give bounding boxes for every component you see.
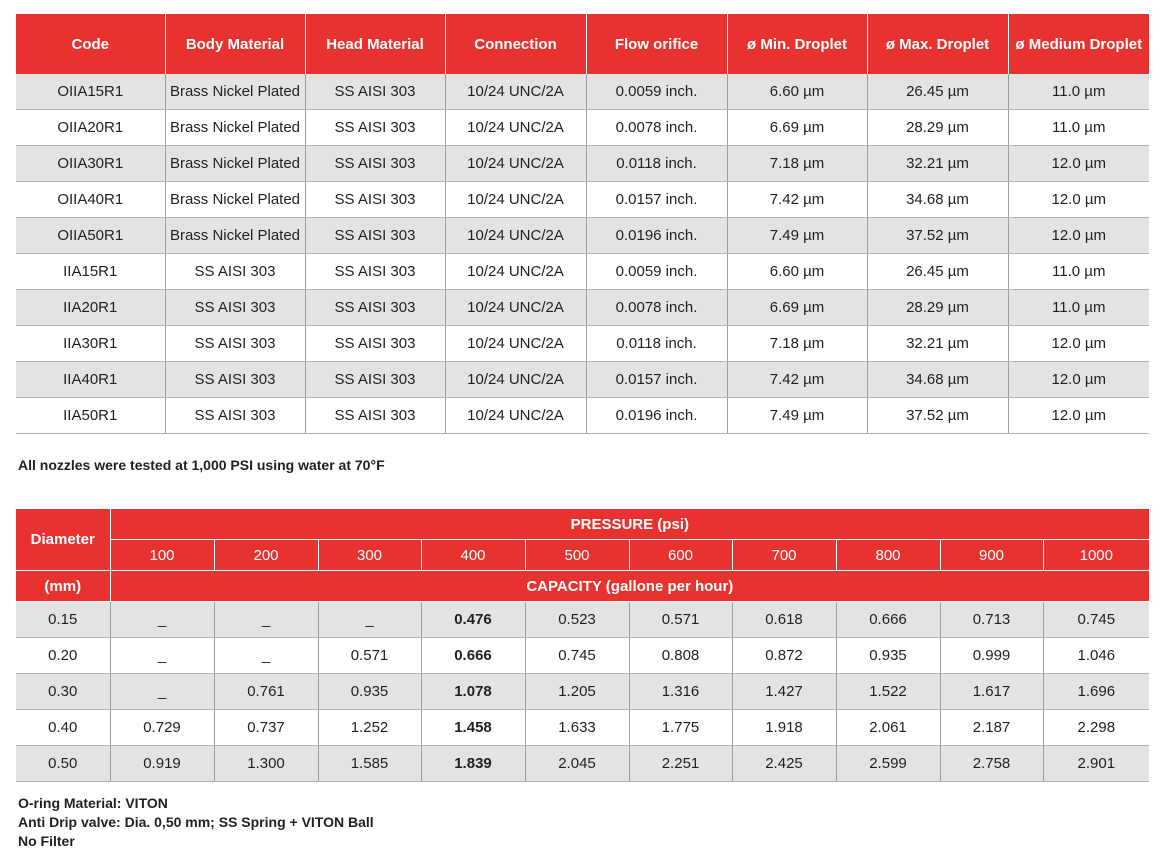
- cell-capacity: 0.618: [732, 602, 836, 638]
- cell-capacity: 1.696: [1043, 674, 1149, 710]
- table-row: [16, 182, 1149, 218]
- cell-flow-orifice: 0.0196 inch.: [586, 218, 727, 254]
- cell-medium-droplet: 12.0 µm: [1008, 398, 1149, 434]
- cell-diameter: 0.30: [16, 674, 110, 710]
- cell-capacity: 0.761: [214, 674, 318, 710]
- cell-capacity: 0.935: [318, 674, 421, 710]
- cell-medium-droplet: 11.0 µm: [1008, 254, 1149, 290]
- nozzle-specs-table: [16, 14, 1149, 434]
- pressure-800: 800: [836, 540, 940, 571]
- cell-body-material: SS AISI 303: [165, 398, 305, 434]
- cell-head-material: SS AISI 303: [305, 74, 445, 110]
- pressure-label-row: [16, 509, 1149, 540]
- header-flow-orifice: Flow orifice: [586, 14, 727, 74]
- table-row: [16, 254, 1149, 290]
- header-connection: Connection: [445, 14, 586, 74]
- table-row: [16, 362, 1149, 398]
- cell-medium-droplet: 12.0 µm: [1008, 326, 1149, 362]
- table-row: [16, 218, 1149, 254]
- cell-body-material: SS AISI 303: [165, 362, 305, 398]
- cell-flow-orifice: 0.0196 inch.: [586, 398, 727, 434]
- cell-head-material: SS AISI 303: [305, 218, 445, 254]
- pressure-1000: 1000: [1043, 540, 1149, 571]
- cell-capacity: 0.919: [110, 746, 214, 782]
- cell-connection: 10/24 UNC/2A: [445, 218, 586, 254]
- cell-capacity: 2.901: [1043, 746, 1149, 782]
- cell-capacity: 0.666: [421, 638, 525, 674]
- cell-capacity: _: [214, 638, 318, 674]
- table-row: [16, 110, 1149, 146]
- cell-body-material: Brass Nickel Plated: [165, 182, 305, 218]
- cell-connection: 10/24 UNC/2A: [445, 74, 586, 110]
- cell-head-material: SS AISI 303: [305, 398, 445, 434]
- capacity-label-row: [16, 571, 1149, 602]
- cell-max-droplet: 34.68 µm: [867, 182, 1008, 218]
- cell-connection: 10/24 UNC/2A: [445, 290, 586, 326]
- cell-medium-droplet: 11.0 µm: [1008, 110, 1149, 146]
- cell-capacity: 1.300: [214, 746, 318, 782]
- cell-capacity: 1.633: [525, 710, 629, 746]
- pressure-500: 500: [525, 540, 629, 571]
- cell-min-droplet: 6.60 µm: [727, 74, 867, 110]
- cell-code: IIA30R1: [16, 326, 165, 362]
- cell-capacity: 0.571: [629, 602, 732, 638]
- cell-capacity: 1.617: [940, 674, 1043, 710]
- cell-capacity: 0.571: [318, 638, 421, 674]
- cell-capacity: 0.523: [525, 602, 629, 638]
- cell-min-droplet: 7.18 µm: [727, 146, 867, 182]
- cell-flow-orifice: 0.0118 inch.: [586, 326, 727, 362]
- cell-capacity: 0.745: [1043, 602, 1149, 638]
- table-row: [16, 74, 1149, 110]
- cell-head-material: SS AISI 303: [305, 362, 445, 398]
- pressure-header: PRESSURE (psi): [110, 509, 1149, 540]
- cell-capacity: 1.046: [1043, 638, 1149, 674]
- cell-max-droplet: 32.21 µm: [867, 146, 1008, 182]
- filter-note: No Filter: [18, 833, 75, 849]
- cell-min-droplet: 6.69 µm: [727, 290, 867, 326]
- cell-min-droplet: 6.69 µm: [727, 110, 867, 146]
- cell-capacity: 2.425: [732, 746, 836, 782]
- unit-header: (mm): [16, 571, 110, 602]
- header-medium-droplet: ø Medium Droplet: [1008, 14, 1149, 74]
- cell-capacity: 1.839: [421, 746, 525, 782]
- cell-body-material: Brass Nickel Plated: [165, 110, 305, 146]
- cell-capacity: _: [110, 638, 214, 674]
- cell-body-material: Brass Nickel Plated: [165, 146, 305, 182]
- cell-capacity: 2.599: [836, 746, 940, 782]
- cell-head-material: SS AISI 303: [305, 326, 445, 362]
- cell-body-material: SS AISI 303: [165, 254, 305, 290]
- cell-capacity: 0.872: [732, 638, 836, 674]
- header-code: Code: [16, 14, 165, 74]
- cell-min-droplet: 7.18 µm: [727, 326, 867, 362]
- cell-capacity: 1.918: [732, 710, 836, 746]
- table-row: [16, 146, 1149, 182]
- cell-capacity: 2.758: [940, 746, 1043, 782]
- cell-capacity: 1.316: [629, 674, 732, 710]
- cell-capacity: 2.187: [940, 710, 1043, 746]
- table-row: [16, 398, 1149, 434]
- cell-medium-droplet: 12.0 µm: [1008, 146, 1149, 182]
- cell-capacity: 2.061: [836, 710, 940, 746]
- cell-capacity: 0.713: [940, 602, 1043, 638]
- cell-capacity: 1.205: [525, 674, 629, 710]
- cell-code: OIIA20R1: [16, 110, 165, 146]
- cell-capacity: 1.078: [421, 674, 525, 710]
- cell-body-material: SS AISI 303: [165, 326, 305, 362]
- cell-capacity: 1.427: [732, 674, 836, 710]
- cell-connection: 10/24 UNC/2A: [445, 110, 586, 146]
- capacity-table: [16, 509, 1149, 782]
- header-head-material: Head Material: [305, 14, 445, 74]
- cell-connection: 10/24 UNC/2A: [445, 398, 586, 434]
- cell-code: IIA15R1: [16, 254, 165, 290]
- cell-min-droplet: 7.42 µm: [727, 182, 867, 218]
- diameter-header: Diameter: [16, 509, 110, 571]
- pressure-400: 400: [421, 540, 525, 571]
- cell-medium-droplet: 12.0 µm: [1008, 182, 1149, 218]
- cell-capacity: 0.935: [836, 638, 940, 674]
- cell-body-material: Brass Nickel Plated: [165, 218, 305, 254]
- pressure-values-row: [16, 540, 1149, 571]
- capacity-header: CAPACITY (gallone per hour): [110, 571, 1149, 602]
- table-row: [16, 638, 1149, 674]
- pressure-700: 700: [732, 540, 836, 571]
- cell-flow-orifice: 0.0059 inch.: [586, 74, 727, 110]
- cell-code: IIA40R1: [16, 362, 165, 398]
- table-row: [16, 710, 1149, 746]
- cell-capacity: 0.729: [110, 710, 214, 746]
- cell-capacity: _: [318, 602, 421, 638]
- cell-diameter: 0.50: [16, 746, 110, 782]
- cell-connection: 10/24 UNC/2A: [445, 146, 586, 182]
- cell-max-droplet: 34.68 µm: [867, 362, 1008, 398]
- table-row: [16, 326, 1149, 362]
- header-max-droplet: ø Max. Droplet: [867, 14, 1008, 74]
- cell-capacity: 1.522: [836, 674, 940, 710]
- cell-capacity: 1.775: [629, 710, 732, 746]
- pressure-300: 300: [318, 540, 421, 571]
- cell-capacity: 0.999: [940, 638, 1043, 674]
- header-body-material: Body Material: [165, 14, 305, 74]
- cell-capacity: 0.745: [525, 638, 629, 674]
- cell-diameter: 0.40: [16, 710, 110, 746]
- pressure-900: 900: [940, 540, 1043, 571]
- pressure-100: 100: [110, 540, 214, 571]
- cell-flow-orifice: 0.0157 inch.: [586, 362, 727, 398]
- cell-flow-orifice: 0.0059 inch.: [586, 254, 727, 290]
- cell-medium-droplet: 12.0 µm: [1008, 218, 1149, 254]
- cell-connection: 10/24 UNC/2A: [445, 326, 586, 362]
- cell-head-material: SS AISI 303: [305, 146, 445, 182]
- cell-min-droplet: 6.60 µm: [727, 254, 867, 290]
- cell-flow-orifice: 0.0078 inch.: [586, 110, 727, 146]
- cell-max-droplet: 32.21 µm: [867, 326, 1008, 362]
- cell-capacity: 0.737: [214, 710, 318, 746]
- cell-capacity: 1.585: [318, 746, 421, 782]
- cell-code: OIIA30R1: [16, 146, 165, 182]
- cell-capacity: 1.458: [421, 710, 525, 746]
- cell-connection: 10/24 UNC/2A: [445, 182, 586, 218]
- cell-min-droplet: 7.49 µm: [727, 218, 867, 254]
- table-row: [16, 746, 1149, 782]
- cell-capacity: _: [110, 674, 214, 710]
- cell-flow-orifice: 0.0118 inch.: [586, 146, 727, 182]
- cell-max-droplet: 28.29 µm: [867, 290, 1008, 326]
- table-row: [16, 602, 1149, 638]
- cell-capacity: 2.251: [629, 746, 732, 782]
- cell-capacity: _: [110, 602, 214, 638]
- cell-code: IIA20R1: [16, 290, 165, 326]
- cell-head-material: SS AISI 303: [305, 110, 445, 146]
- cell-capacity: _: [214, 602, 318, 638]
- cell-medium-droplet: 11.0 µm: [1008, 290, 1149, 326]
- cell-connection: 10/24 UNC/2A: [445, 254, 586, 290]
- footer-notes: [18, 794, 374, 851]
- cell-code: OIIA40R1: [16, 182, 165, 218]
- cell-head-material: SS AISI 303: [305, 254, 445, 290]
- cell-body-material: SS AISI 303: [165, 290, 305, 326]
- cell-head-material: SS AISI 303: [305, 182, 445, 218]
- cell-diameter: 0.15: [16, 602, 110, 638]
- table-row: [16, 290, 1149, 326]
- cell-capacity: 0.808: [629, 638, 732, 674]
- cell-max-droplet: 26.45 µm: [867, 254, 1008, 290]
- cell-capacity: 2.045: [525, 746, 629, 782]
- cell-max-droplet: 26.45 µm: [867, 74, 1008, 110]
- cell-flow-orifice: 0.0078 inch.: [586, 290, 727, 326]
- cell-capacity: 1.252: [318, 710, 421, 746]
- cell-connection: 10/24 UNC/2A: [445, 362, 586, 398]
- cell-code: IIA50R1: [16, 398, 165, 434]
- header-min-droplet: ø Min. Droplet: [727, 14, 867, 74]
- cell-capacity: 0.666: [836, 602, 940, 638]
- cell-capacity: 0.476: [421, 602, 525, 638]
- pressure-600: 600: [629, 540, 732, 571]
- cell-min-droplet: 7.49 µm: [727, 398, 867, 434]
- cell-max-droplet: 37.52 µm: [867, 218, 1008, 254]
- cell-min-droplet: 7.42 µm: [727, 362, 867, 398]
- cell-body-material: Brass Nickel Plated: [165, 74, 305, 110]
- cell-medium-droplet: 12.0 µm: [1008, 362, 1149, 398]
- cell-max-droplet: 37.52 µm: [867, 398, 1008, 434]
- anti-drip-valve-note: Anti Drip valve: Dia. 0,50 mm; SS Spring + VITON Ball: [18, 814, 374, 830]
- test-conditions-note: All nozzles were tested at 1,000 PSI using water at 70°F: [18, 457, 385, 473]
- cell-capacity: 2.298: [1043, 710, 1149, 746]
- cell-flow-orifice: 0.0157 inch.: [586, 182, 727, 218]
- cell-medium-droplet: 11.0 µm: [1008, 74, 1149, 110]
- specs-header-row: [16, 14, 1149, 74]
- cell-code: OIIA50R1: [16, 218, 165, 254]
- oring-material-note: O-ring Material: VITON: [18, 795, 168, 811]
- cell-diameter: 0.20: [16, 638, 110, 674]
- pressure-200: 200: [214, 540, 318, 571]
- table-row: [16, 674, 1149, 710]
- cell-code: OIIA15R1: [16, 74, 165, 110]
- cell-head-material: SS AISI 303: [305, 290, 445, 326]
- cell-max-droplet: 28.29 µm: [867, 110, 1008, 146]
